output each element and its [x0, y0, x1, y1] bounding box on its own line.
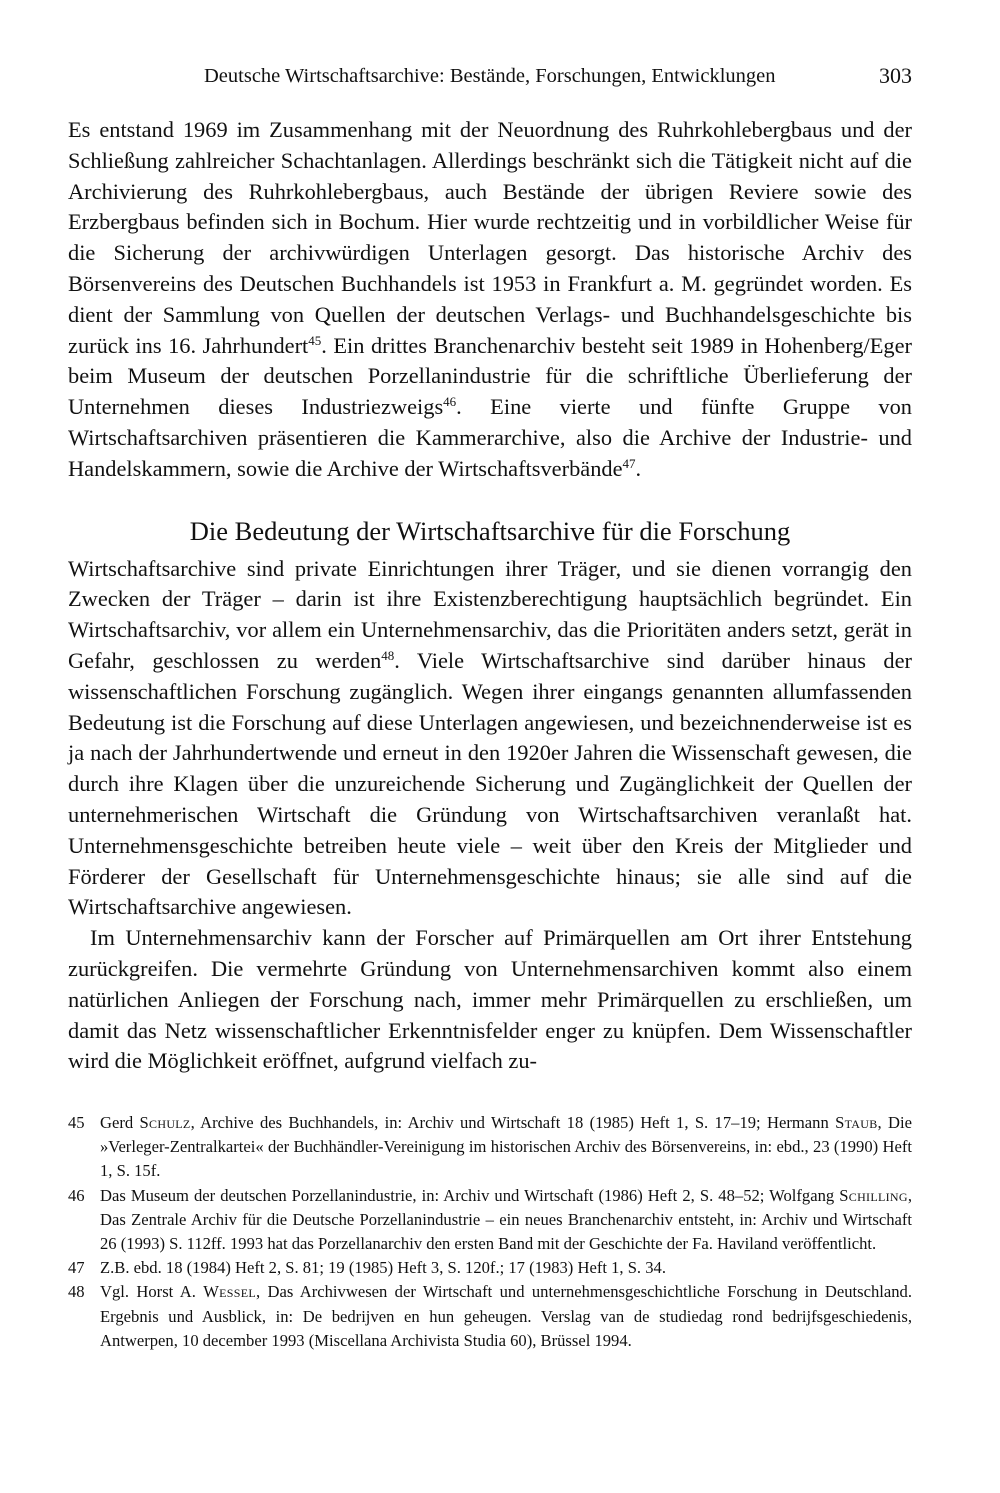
footnote-number: 45: [68, 1113, 85, 1132]
main-text: [68, 115, 912, 1077]
footnote-47: [68, 1256, 912, 1280]
section-text-2: . Viele Wirtschaftsarchive sind darüber hinaus der wissenschaftlichen Forschung zugänglich. Wegen ihrer eingangs genannten allumfassenden Bedeutung ist die Forschung auf diese Unterlagen angewiesen, und bezeichnenderweise ist es ja nach der Jahrhundertwende und erneut in den 1920er Jahren die Wissenschaft gewesen, die durch ihre Klagen über die unzureichende Sicherung und Zugänglichkeit der Quellen der unternehmerischen Wirtschaft die Gründung von Wirtschaftsarchiven veranlaßt hat. Unternehmensgeschichte betreiben heute viele – weit über den Kreis der Mitglieder und Förderer der Gesellschaft für Unternehmensgeschichte hinaus; sie alle sind auf die Wirtschaftsarchive angewiesen.: [68, 647, 912, 920]
footnotes: [68, 1111, 912, 1353]
author-name: Staub: [835, 1113, 878, 1132]
page-number: 303: [879, 63, 912, 88]
intro-text-end: .: [635, 455, 642, 481]
footnote-number: 46: [68, 1185, 85, 1205]
footnote-ref-45[interactable]: 45: [308, 332, 322, 348]
intro-text-2: . Ein drittes Branchenarchiv besteht seit 1989 in Hohenberg/Eger beim Museum der deutschen Porzellanindustrie für die schriftliche Überlieferung der Unternehmen dieses Industriezweigs: [68, 332, 912, 420]
author-name: Schulz: [139, 1113, 191, 1132]
footnote-text-part: Das Museum der deutschen Porzellanindustrie, in: Archiv und Wirtschaft (1986) Heft 2, S. 48–52; Wolfgang: [100, 1185, 840, 1205]
section-paragraph-1: [68, 554, 912, 924]
author-name: Wessel: [203, 1282, 257, 1302]
section-text-1: Wirtschaftsarchive sind private Einrichtungen ihrer Träger, und sie dienen vorrangig den Zwecken der Träger – darin ist ihre Existenzberechtigung hauptsächlich begründet. Ein Wirtschaftsarchiv, vor allem ein Unternehmensarchiv, das die Prioritäten anders setzt, gerät in Gefahr, geschlossen zu werden: [68, 555, 912, 673]
footnote-ref-47[interactable]: 47: [622, 455, 636, 471]
footnote-text: [100, 1280, 912, 1353]
footnote-ref-48[interactable]: 48: [381, 647, 395, 663]
intro-text-3: . Eine vierte und fünfte Gruppe von Wirtschaftsarchiven präsentieren die Kammerarchive, also die Archive der Industrie- und Handelskammern, sowie die Archive der Wirtschaftsverbände: [68, 394, 913, 481]
footnote-ref-46[interactable]: 46: [443, 394, 457, 410]
footnote-text-part: Vgl. Horst A.: [100, 1282, 204, 1302]
footnote-text-part: , Das Archivwesen der Wirtschaft und unternehmensgeschichtliche Forschung in Deutschland. Ergebnis und Ausblick, in: De bedrijven en hun geheugen. Verslag van de studiedag rond bedrijfsgeschiedenis, Antwerpen, 10 december 1993 (Miscellana Archivista Studia 60), Brüssel 1994.: [100, 1282, 912, 1350]
footnote-48: [68, 1280, 912, 1353]
footnote-text: [100, 1184, 912, 1257]
footnote-number: 47: [68, 1258, 85, 1278]
author-name: Schilling: [839, 1185, 908, 1205]
footnote-text-part: , Die »Verleger-Zentralkartei« der Buchhändler-Vereinigung im historischen Archiv des Börsenvereins, in: ebd., 23 (1990) Heft 1, S. 15f.: [100, 1113, 912, 1181]
section-heading: Die Bedeutung der Wirtschaftsarchive für die Forschung: [189, 515, 791, 546]
intro-text-1: Es entstand 1969 im Zusammenhang mit der Neuordnung des Ruhrkohlebergbaus und der Schließung zahlreicher Schachtanlagen. Allerdings beschränkt sich die Tätigkeit nicht auf die Archivierung des Ruhrkohlebergbaus, auch Bestände der übrigen Reviere sowie des Erzbergbaus befinden sich in Bochum. Hier wurde rechtzeitig und in vorbildlicher Weise für die Sicherung der archivwürdigen Unterlagen gesorgt. Das historische Archiv des Börsenvereins des Deutschen Buchhandels ist 1953 in Frankfurt a. M. gegründet worden. Es dient der Sammlung von Quellen der deutschen Verlags- und Buchhandelsgeschichte bis zurück ins 16. Jahrhundert: [68, 117, 912, 358]
footnote-text-part: Gerd: [100, 1113, 140, 1132]
footnote-text: [100, 1111, 912, 1184]
footnote-text-part: , Archive des Buchhandels, in: Archiv und Wirtschaft 18 (1985) Heft 1, S. 17–19; Hermann: [190, 1113, 836, 1132]
section-paragraph-2: Im Unternehmensarchiv kann der Forscher auf Primärquellen am Ort ihrer Entstehung zurückgreifen. Die vermehrte Gründung von Unternehmensarchiven kommt also einem natürlichen Anliegen der Forschung nach, immer mehr Primärquellen zu erschließen, um damit das Netz wissenschaftlicher Erkenntnisfelder enger zu knüpfen. Dem Wissenschaftler wird die Möglichkeit eröffnet, aufgrund vielfach zu-: [68, 925, 912, 1074]
footnote-text-part: , Das Zentrale Archiv für die Deutsche Porzellanindustrie – ein neues Branchenarchiv entsteht, in: Archiv und Wirtschaft 26 (1993) S. 112ff. 1993 hat das Porzellanarchiv den ersten Band mit der Geschichte der Fa. Haviland veröffentlicht.: [100, 1185, 912, 1254]
footnote-number: 48: [68, 1282, 85, 1302]
footnote-45: [68, 1111, 912, 1184]
footnote-46: [68, 1184, 912, 1257]
footnote-text: Z.B. ebd. 18 (1984) Heft 2, S. 81; 19 (1985) Heft 3, S. 120f.; 17 (1983) Heft 1, S. 34.: [100, 1258, 666, 1278]
running-title: Deutsche Wirtschaftsarchive: Bestände, Forschungen, Entwicklungen: [204, 65, 776, 87]
intro-paragraph: [68, 115, 912, 485]
